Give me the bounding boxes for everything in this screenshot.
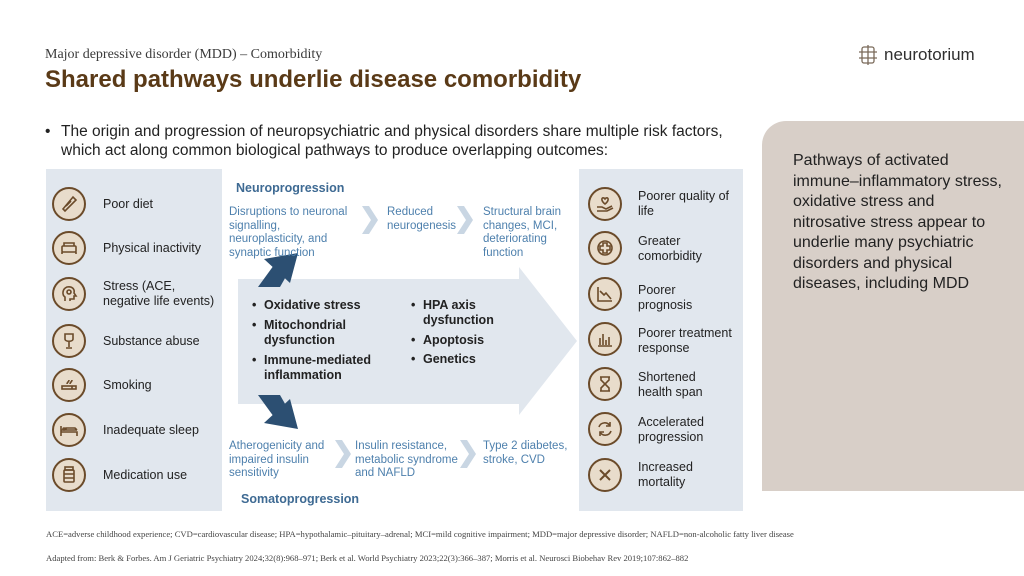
risk-factor-label: Inadequate sleep [103, 423, 199, 437]
logo-icon [858, 44, 878, 66]
somato-step-1: Atherogenicity and impaired insulin sensitivity [229, 440, 325, 479]
hand-heart-icon [588, 187, 622, 221]
somato-step-2: Insulin resistance, metabolic syndrome and NAFLD [355, 440, 458, 479]
chevron-right-icon [335, 440, 351, 468]
risk-factor-label: Smoking [103, 378, 152, 392]
risk-factor-label: Physical inactivity [103, 241, 201, 255]
abbreviations-footnote: ACE=adverse childhood experience; CVD=cardiovascular disease; HPA=hypothalamic–pituitary–adrenal; MCI=mild cognitive impairment; MDD=major depressive disorder; NAFLD=non-alcoholic fatty liver disease [46, 529, 794, 539]
somato-step-3: Type 2 diabetes, stroke, CVD [483, 440, 568, 466]
head-stress-icon [52, 277, 86, 311]
bed-icon [52, 413, 86, 447]
risk-factor-label: Substance abuse [103, 334, 200, 348]
mechanism-item: • Oxidative stress [252, 298, 361, 312]
neuro-step-2: Reduced neurogenesis [387, 206, 457, 232]
risk-factor-label: Medication use [103, 468, 188, 482]
declining-chart-icon [588, 277, 622, 311]
outcome-label: Shortened health span [638, 370, 703, 399]
slide-title: Shared pathways underlie disease comorbidity [45, 66, 582, 93]
bullet-symbol: • [45, 123, 51, 140]
mechanism-item: • HPA axis dysfunction [411, 298, 494, 327]
food-icon [52, 187, 86, 221]
outcome-label: Increased mortality [638, 460, 693, 489]
intro-bullet [45, 122, 745, 160]
cigarette-icon [52, 368, 86, 402]
outcome-label: Poorer quality of life [638, 189, 730, 218]
mechanism-item: • Mitochondrial dysfunction [252, 318, 346, 347]
side-note-text: Pathways of activated immune–inflammatory stress, oxidative stress and nitrosative stress appear to underlie many psychiatric disorders and physical diseases, including MDD [793, 152, 1002, 292]
outcome-label: Poorer prognosis [638, 283, 693, 312]
logo-text: neurotorium [884, 45, 975, 64]
pill-bottle-icon [52, 458, 86, 492]
mechanism-item: • Genetics [411, 352, 476, 366]
medical-cross-icon [588, 231, 622, 265]
chevron-right-icon [362, 206, 378, 234]
neuroprogression-title: Neuroprogression [236, 181, 345, 195]
hourglass-icon [588, 367, 622, 401]
chevron-right-icon [460, 440, 476, 468]
x-icon [588, 458, 622, 492]
references: Adapted from: Berk & Forbes. Am J Geriatric Psychiatry 2024;32(8):968–971; Berk et al. World Psychiatry 2023;22(3):366–387; Morris et al. Neurosci Biobehav Rev 2019;107:862–882 [46, 553, 689, 563]
mechanism-item: • Apoptosis [411, 333, 485, 347]
logo [858, 44, 975, 66]
outcome-label: Accelerated progression [638, 415, 705, 444]
cycle-arrows-icon [588, 412, 622, 446]
chevron-right-icon [457, 206, 473, 234]
neuro-step-3: Structural brain changes, MCI, deteriorating function [483, 206, 561, 259]
outcome-label: Poorer treatment response [638, 326, 732, 355]
somatoprogression-title: Somatoprogression [241, 492, 360, 506]
slide-subtitle: Major depressive disorder (MDD) – Comorbidity [45, 47, 323, 62]
wine-glass-icon [52, 324, 86, 358]
neuro-step-1: Disruptions to neuronal signalling, neuroplasticity, and synaptic function [229, 206, 348, 259]
bar-chart-icon [588, 322, 622, 356]
outcome-label: Greater comorbidity [638, 234, 702, 263]
intro-text: The origin and progression of neuropsychiatric and physical disorders share multiple risk factors, which act along common biological pathways to produce overlapping outcomes: [61, 123, 723, 159]
sofa-icon [52, 231, 86, 265]
risk-factor-label: Stress (ACE, negative life events) [103, 279, 215, 308]
mechanism-item: • Immune-mediated inflammation [252, 353, 371, 382]
risk-factor-label: Poor diet [103, 197, 154, 211]
